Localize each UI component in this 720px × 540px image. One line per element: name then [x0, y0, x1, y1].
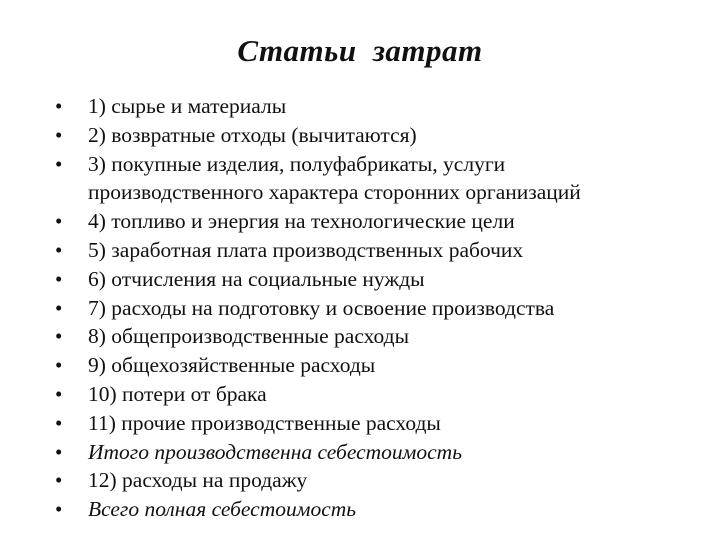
bullet-icon: •: [55, 439, 63, 464]
list-item: [48, 121, 698, 150]
list-item-text-continued: производственного характера сторонних организаций: [88, 180, 581, 205]
list-item: [48, 207, 698, 236]
list-item-text: 12) расходы на продажу: [88, 468, 308, 493]
bullet-icon: •: [55, 151, 63, 176]
bullet-icon: •: [55, 237, 63, 262]
list-item-text: 1) сырье и материалы: [88, 94, 287, 118]
list-item: [48, 409, 698, 438]
list-item: [48, 322, 698, 351]
bullet-icon: •: [55, 381, 63, 406]
list-item-text: 7) расходы на подготовку и освоение производства: [88, 295, 555, 320]
list-item-text: 3) покупные изделия, полуфабрикаты, услуги: [88, 151, 506, 176]
bullet-icon: •: [55, 266, 63, 291]
bullet-icon: •: [55, 468, 63, 493]
list-item: [48, 294, 698, 323]
list-item: [48, 92, 698, 121]
bullet-icon: •: [55, 353, 63, 378]
list-item-text: Всего полная себестоимость: [88, 497, 357, 522]
bullet-icon: •: [55, 94, 63, 118]
list-item-text: 4) топливо и энергия на технологические цели: [88, 209, 515, 234]
bullet-icon: •: [55, 497, 63, 522]
list-item: [48, 236, 698, 265]
cost-items-list: [48, 92, 698, 524]
list-item-text: 6) отчисления на социальные нужды: [88, 266, 425, 291]
list-item-text: Итого производственна себестоимость: [88, 439, 462, 464]
list-item-text: 9) общехозяйственные расходы: [88, 353, 376, 378]
bullet-icon: •: [55, 295, 63, 320]
list-item: [48, 380, 698, 409]
list-item: [48, 265, 698, 294]
list-item-subtotal: [48, 438, 698, 467]
bullet-icon: •: [55, 324, 63, 349]
list-item-text: 10) потери от брака: [88, 381, 267, 406]
list-item-text: 5) заработная плата производственных рабочих: [88, 237, 524, 262]
list-item-text: 11) прочие производственные расходы: [88, 410, 441, 435]
list-item-text: 8) общепроизводственные расходы: [88, 324, 410, 349]
list-item: [48, 150, 698, 208]
bullet-icon: •: [55, 209, 63, 234]
bullet-icon: •: [55, 410, 63, 435]
bullet-icon: •: [55, 122, 63, 147]
list-item: [48, 466, 698, 495]
list-item-text: 2) возвратные отходы (вычитаются): [88, 122, 417, 147]
slide-title: Статьи затрат: [237, 33, 483, 68]
list-item: [48, 351, 698, 380]
list-item-total: [48, 495, 698, 524]
